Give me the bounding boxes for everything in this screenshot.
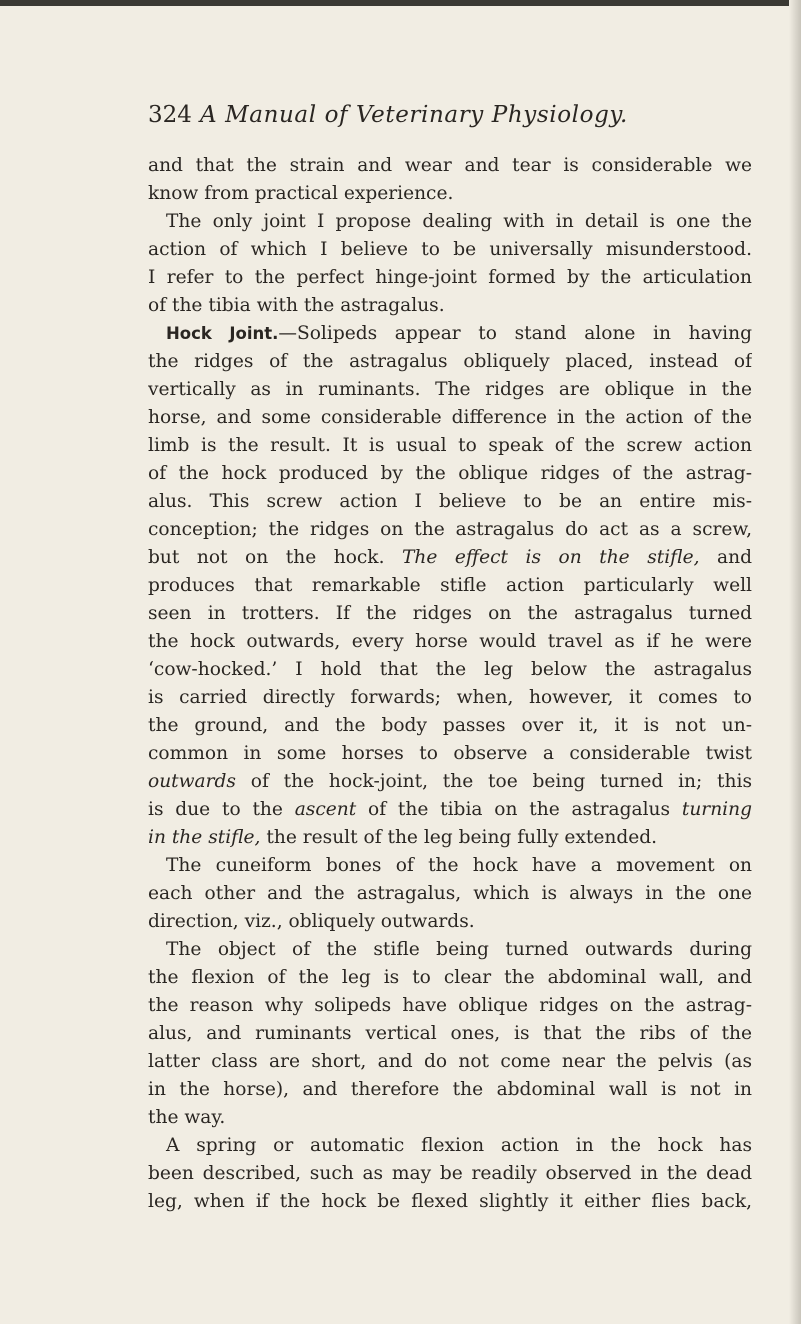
text-run: The cuneiform bones of the hock have a movement on xyxy=(166,855,752,876)
text-run: the hock outwards, every horse would travel as if he were xyxy=(148,631,752,652)
page-top-edge xyxy=(0,0,801,6)
text-line xyxy=(148,432,752,460)
text-run: the result of the leg being fully extended. xyxy=(260,827,658,848)
text-line xyxy=(148,320,752,348)
text-line xyxy=(148,964,752,992)
text-line xyxy=(148,460,752,488)
text-run: but not on the hock. xyxy=(148,547,403,568)
section-heading: Hock Joint. xyxy=(166,324,279,343)
text-run: direction, viz., obliquely outwards. xyxy=(148,911,475,932)
text-line xyxy=(148,740,752,768)
text-line xyxy=(148,600,752,628)
text-line xyxy=(148,208,752,236)
text-line xyxy=(148,1104,752,1132)
text-line xyxy=(148,264,752,292)
text-line xyxy=(148,796,752,824)
text-run: the ridges of the astragalus obliquely placed, instead of xyxy=(148,351,752,372)
text-line xyxy=(148,824,752,852)
italic-run: The effect is on the stifle, xyxy=(402,547,700,568)
text-run: know from practical experience. xyxy=(148,183,454,204)
text-run: alus, and ruminants vertical ones, is that the ribs of the xyxy=(148,1023,752,1044)
text-run: conception; the ridges on the astragalus do act as a screw, xyxy=(148,519,752,540)
text-run: ‘cow-hocked.’ I hold that the leg below the astragalus xyxy=(148,659,752,680)
text-line xyxy=(148,236,752,264)
text-run: leg, when if the hock be flexed slightly it either flies back, xyxy=(148,1191,752,1212)
text-line xyxy=(148,992,752,1020)
text-run: in the horse), and therefore the abdominal wall is not in xyxy=(148,1079,752,1100)
text-line xyxy=(148,1048,752,1076)
italic-run: ascent xyxy=(294,799,357,820)
text-line xyxy=(148,544,752,572)
text-run: action of which I believe to be universally misunderstood. xyxy=(148,239,752,260)
text-line xyxy=(148,684,752,712)
text-line xyxy=(148,404,752,432)
text-line xyxy=(148,572,752,600)
text-line xyxy=(148,488,752,516)
text-run: the way. xyxy=(148,1107,226,1128)
text-run: latter class are short, and do not come near the pelvis (as xyxy=(148,1051,752,1072)
text-line xyxy=(148,1076,752,1104)
text-line xyxy=(148,1020,752,1048)
text-line xyxy=(148,1188,752,1216)
text-line xyxy=(148,152,752,180)
running-title: A Manual of Veterinary Physiology. xyxy=(200,102,628,128)
text-run: alus. This screw action I believe to be an entire mis- xyxy=(148,491,752,512)
text-run: been described, such as may be readily observed in the dead xyxy=(148,1163,752,1184)
text-line xyxy=(148,1160,752,1188)
text-line xyxy=(148,852,752,880)
text-line xyxy=(148,712,752,740)
text-run: produces that remarkable stifle action particularly well xyxy=(148,575,752,596)
page-number: 324 xyxy=(148,102,192,128)
text-line xyxy=(148,908,752,936)
body-text xyxy=(148,152,752,1216)
text-line xyxy=(148,180,752,208)
italic-run: turning xyxy=(681,799,752,820)
text-run: each other and the astragalus, which is always in the one xyxy=(148,883,752,904)
running-header xyxy=(148,102,748,136)
text-run: of the hock-joint, the toe being turned in; this xyxy=(235,771,752,792)
italic-run: outwards xyxy=(148,771,236,792)
text-line xyxy=(148,376,752,404)
text-run: is due to the xyxy=(148,799,295,820)
text-run: and that the strain and wear and tear is considerable we xyxy=(148,155,752,176)
text-line xyxy=(148,348,752,376)
italic-run: in the stifle, xyxy=(148,827,261,848)
text-run: The only joint I propose dealing with in detail is one the xyxy=(166,211,752,232)
text-run: limb is the result. It is usual to speak of the screw action xyxy=(148,435,752,456)
text-line xyxy=(148,768,752,796)
text-line xyxy=(148,880,752,908)
text-run: of the tibia on the astragalus xyxy=(356,799,682,820)
text-run: the flexion of the leg is to clear the abdominal wall, and xyxy=(148,967,752,988)
text-run: common in some horses to observe a considerable twist xyxy=(148,743,752,764)
text-run: vertically as in ruminants. The ridges are oblique in the xyxy=(148,379,752,400)
text-line xyxy=(148,656,752,684)
text-run: of the tibia with the astragalus. xyxy=(148,295,445,316)
text-run: A spring or automatic flexion action in the hock has xyxy=(166,1135,752,1156)
text-line xyxy=(148,628,752,656)
text-line xyxy=(148,936,752,964)
text-line xyxy=(148,1132,752,1160)
text-line xyxy=(148,516,752,544)
text-run: and xyxy=(699,547,752,568)
text-run: —Solipeds appear to stand alone in having xyxy=(278,323,752,344)
text-run: of the hock produced by the oblique ridges of the astrag- xyxy=(148,463,752,484)
text-run: The object of the stifle being turned outwards during xyxy=(166,939,752,960)
text-line xyxy=(148,292,752,320)
text-run: I refer to the perfect hinge-joint formed by the articulation xyxy=(148,267,752,288)
text-run: the reason why solipeds have oblique ridges on the astrag- xyxy=(148,995,752,1016)
text-run: seen in trotters. If the ridges on the astragalus turned xyxy=(148,603,752,624)
text-run: the ground, and the body passes over it, it is not un- xyxy=(148,715,752,736)
text-run: horse, and some considerable difference in the action of the xyxy=(148,407,752,428)
page-right-edge xyxy=(789,0,801,1324)
text-run: is carried directly forwards; when, however, it comes to xyxy=(148,687,752,708)
